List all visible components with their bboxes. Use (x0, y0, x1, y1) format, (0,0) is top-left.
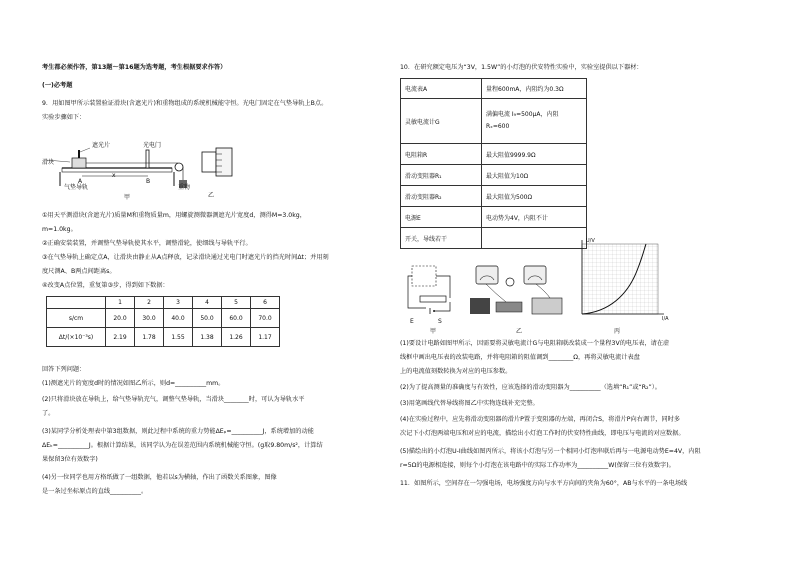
label-weight: 重物 (178, 184, 191, 191)
galvanometer-icon (524, 266, 546, 284)
q9-intro: 9．用如图甲所示装置验证滑块(含遮光片)和重物组成的系统机械能守恒。光电门固定在气垫导轨上B点。 (42, 100, 328, 107)
label-ia: I/A (662, 316, 669, 322)
table-head-cell: 3 (164, 297, 193, 309)
q9-part-3c: 果保留3位有效数字) (42, 456, 98, 463)
table-head-cell: 4 (193, 297, 222, 309)
label-shading: 遮光片 (92, 142, 111, 149)
label-uv: U/V (586, 238, 595, 244)
micrometer-figure (200, 146, 236, 186)
label-jia: 甲 (124, 194, 131, 201)
equipment-spec: 电动势为4V，内阻不计 (482, 207, 587, 228)
table-cell: 1.17 (251, 328, 280, 347)
ui-curve-graph (572, 238, 670, 328)
q10-part-1b: 线框中画出电压表的改装电路，并将电阻箱的阻值调到________Ω，再将灵敏电流计表盘 (400, 354, 640, 361)
label-a: A (78, 178, 83, 185)
table-head-cell: 6 (251, 297, 280, 309)
q9-part-2b: 了。 (42, 410, 55, 417)
q10-part-4a: (4)在实验过程中，应先将滑动变阻器的滑片P置于变阻器的左端，再闭合S，将滑片P向右调节，同时多 (400, 416, 681, 423)
table-row (401, 207, 587, 228)
equipment-spec: 满偏电流 I₉=500μA，内阻 Rₓ=600 (482, 99, 587, 144)
q10-part-5b: r=5Ω的电源相连接，则每个小灯泡在该电路中的实际工作功率为__________W(保留三位有效数字)。 (400, 462, 675, 469)
answer-label: 回答下列问题： (42, 366, 86, 373)
label-b: B (146, 178, 151, 185)
table-cell: 1.26 (222, 328, 251, 347)
circuit-figure (406, 264, 462, 320)
label-yi: 乙 (208, 192, 215, 199)
equipment-spec (482, 228, 587, 249)
label-x: x (112, 172, 116, 179)
photo-gate (146, 150, 149, 168)
equipment-spec: 量程600mA，内阻约为0.3Ω (482, 79, 587, 99)
table-cell: 1.78 (135, 328, 164, 347)
step-1b: m=1.0kg。 (42, 226, 77, 233)
table-row (401, 79, 587, 99)
label-e: E (410, 318, 414, 325)
table-header-row (47, 297, 280, 309)
step-3a: ③在气垫导轨上确定点A，让滑块由静止从A点释放，记录滑块通过光电门时遮光片的挡光时间Δt；并用刻 (42, 254, 329, 261)
section-title: (一)必考题 (42, 82, 73, 89)
equipment-name: 开关，导线若干 (401, 228, 482, 249)
q9-part-2a: (2)只将滑块放在导轨上，给气垫导轨充气，调整气垫导轨，当滑块________时，可认为导轨水平 (42, 396, 305, 403)
pulley (175, 163, 183, 171)
step-1a: ①用天平测滑块(含遮光片)质量M和重物质量m，用螺旋测微器测遮光片宽度d，测得M=3.0kg， (42, 212, 306, 219)
q10-part-2: (2)为了提高测量的准确度与有效性，应该选择的滑动变阻器为__________（选填“R₁”或“R₂”）。 (400, 384, 661, 391)
table-head-cell (47, 297, 106, 309)
step-2: ②正确安装装置，并调整气垫导轨使其水平，调整滑轮，使细线与导轨平行。 (42, 240, 252, 247)
q10-part-4b: 次记下小灯泡两端电压和对应的电流，描绘出小灯泡工作时的伏安特性曲线，即电压与电流的对应数据。 (400, 430, 685, 437)
equipment-spec: 最大阻值9999.9Ω (482, 144, 587, 165)
q10-part-1c: 上的电流值刻数转换为对应的电压参数。 (400, 368, 512, 375)
equipment-name: 灵敏电流计G (401, 99, 482, 144)
label-s: S (438, 318, 442, 325)
label-jia-2: 甲 (430, 328, 437, 335)
equipment-name: 滑动变阻器R₁ (401, 165, 482, 186)
table-cell: Δt/(×10⁻³s) (47, 328, 106, 347)
equipment-name: 滑动变阻器R₂ (401, 186, 482, 207)
bulb-icon (506, 278, 514, 286)
label-bing: 丙 (614, 328, 621, 335)
q9-part-1: (1)测遮光片的宽度d时的情况如图乙所示，则d=__________mm。 (42, 380, 225, 387)
label-slider: 滑块 (42, 159, 55, 166)
table-row (401, 165, 587, 186)
q9-steps-label: 实验步骤如下： (42, 114, 86, 121)
equipment-name: 电源E (401, 207, 482, 228)
table-cell: s/cm (47, 309, 106, 328)
equipment-spec: 最大阻值为10Ω (482, 165, 587, 186)
ammeter-icon (476, 266, 498, 284)
table-row (401, 228, 587, 249)
table-cell: 40.0 (164, 309, 193, 328)
step-3b: 度尺测A、B两点间距离s。 (42, 268, 116, 275)
label-gate: 光电门 (143, 142, 162, 149)
table-row (401, 186, 587, 207)
section-header: 考生都必须作答，第13题～第16题为选考题，考生根据要求作答） (42, 64, 227, 71)
table-cell: 20.0 (106, 309, 135, 328)
table-head-cell: 1 (106, 297, 135, 309)
table-cell: 60.0 (222, 309, 251, 328)
q10-intro: 10．在研究额定电压为“3V，1.5W”的小灯泡的伏安特性实验中，实验室提供以下器材： (400, 64, 643, 71)
battery-icon (470, 298, 490, 314)
q10-part-5a: (5)描绘出的小灯泡U-I曲线如图丙所示，将该小灯泡与另一个相同小灯泡串联后再与一电源电动势E=4V，内阻 (400, 448, 701, 455)
table-row (401, 144, 587, 165)
table-row (401, 99, 587, 144)
graph-grid (582, 244, 658, 314)
equipment-name: 电阻箱R (401, 144, 482, 165)
equipment-table (400, 78, 587, 249)
q9-part-4a: (4)另一位同学也用方格纸做了一组数据，他若以s为横轴，作出了函数关系图象，图像 (42, 474, 277, 481)
step-4: ④改变A点位置，重复第③步，得到如下数据： (42, 282, 169, 289)
label-yi-2: 乙 (516, 328, 523, 335)
data-table (46, 296, 280, 347)
q10-part-1a: (1)要设计电路如图甲所示，因需要将灵敏电流计G与电阻箱联改装成一个量程3V的电压表，请在虚 (400, 340, 670, 347)
rheostat-icon (496, 302, 522, 312)
slider-block (72, 158, 86, 168)
table-cell: 50.0 (193, 309, 222, 328)
equipment-spec: 最大阻值为500Ω (482, 186, 587, 207)
table-cell: 1.55 (164, 328, 193, 347)
table-head-cell: 5 (222, 297, 251, 309)
q9-part-3b: ΔEₖ=__________J。根据计算结果，该同学认为在误差范围内系统机械能守恒。(g取9.80m/s²，计算结 (42, 442, 323, 449)
table-row (47, 309, 280, 328)
table-cell: 1.38 (193, 328, 222, 347)
q11-intro: 11．如图所示，空间存在一匀强电场，电场强度方向与水平方向间的夹角为60°，AB与水平的一条电场线 (400, 480, 688, 487)
table-row (47, 328, 280, 347)
label-rail: 气垫导轨 (64, 184, 89, 191)
q9-part-3a: (3)某同学分析处理表中第3组数据，则此过程中系统的重力势能ΔEₚ=__________J，系统增加的动能 (42, 428, 314, 435)
table-head-cell: 2 (135, 297, 164, 309)
table-cell: 30.0 (135, 309, 164, 328)
q10-part-3: (3)用笔画线代替导线将图乙中实物连线补充完整。 (400, 400, 539, 407)
q9-part-4b: 是一条过坐标原点的直线__________。 (42, 488, 148, 495)
table-cell: 2.19 (106, 328, 135, 347)
resistance-box-icon (532, 298, 562, 314)
shading-plate (78, 150, 80, 158)
apparatus-photo-figure (466, 262, 570, 324)
equipment-name: 电流表A (401, 79, 482, 99)
table-cell: 70.0 (251, 309, 280, 328)
